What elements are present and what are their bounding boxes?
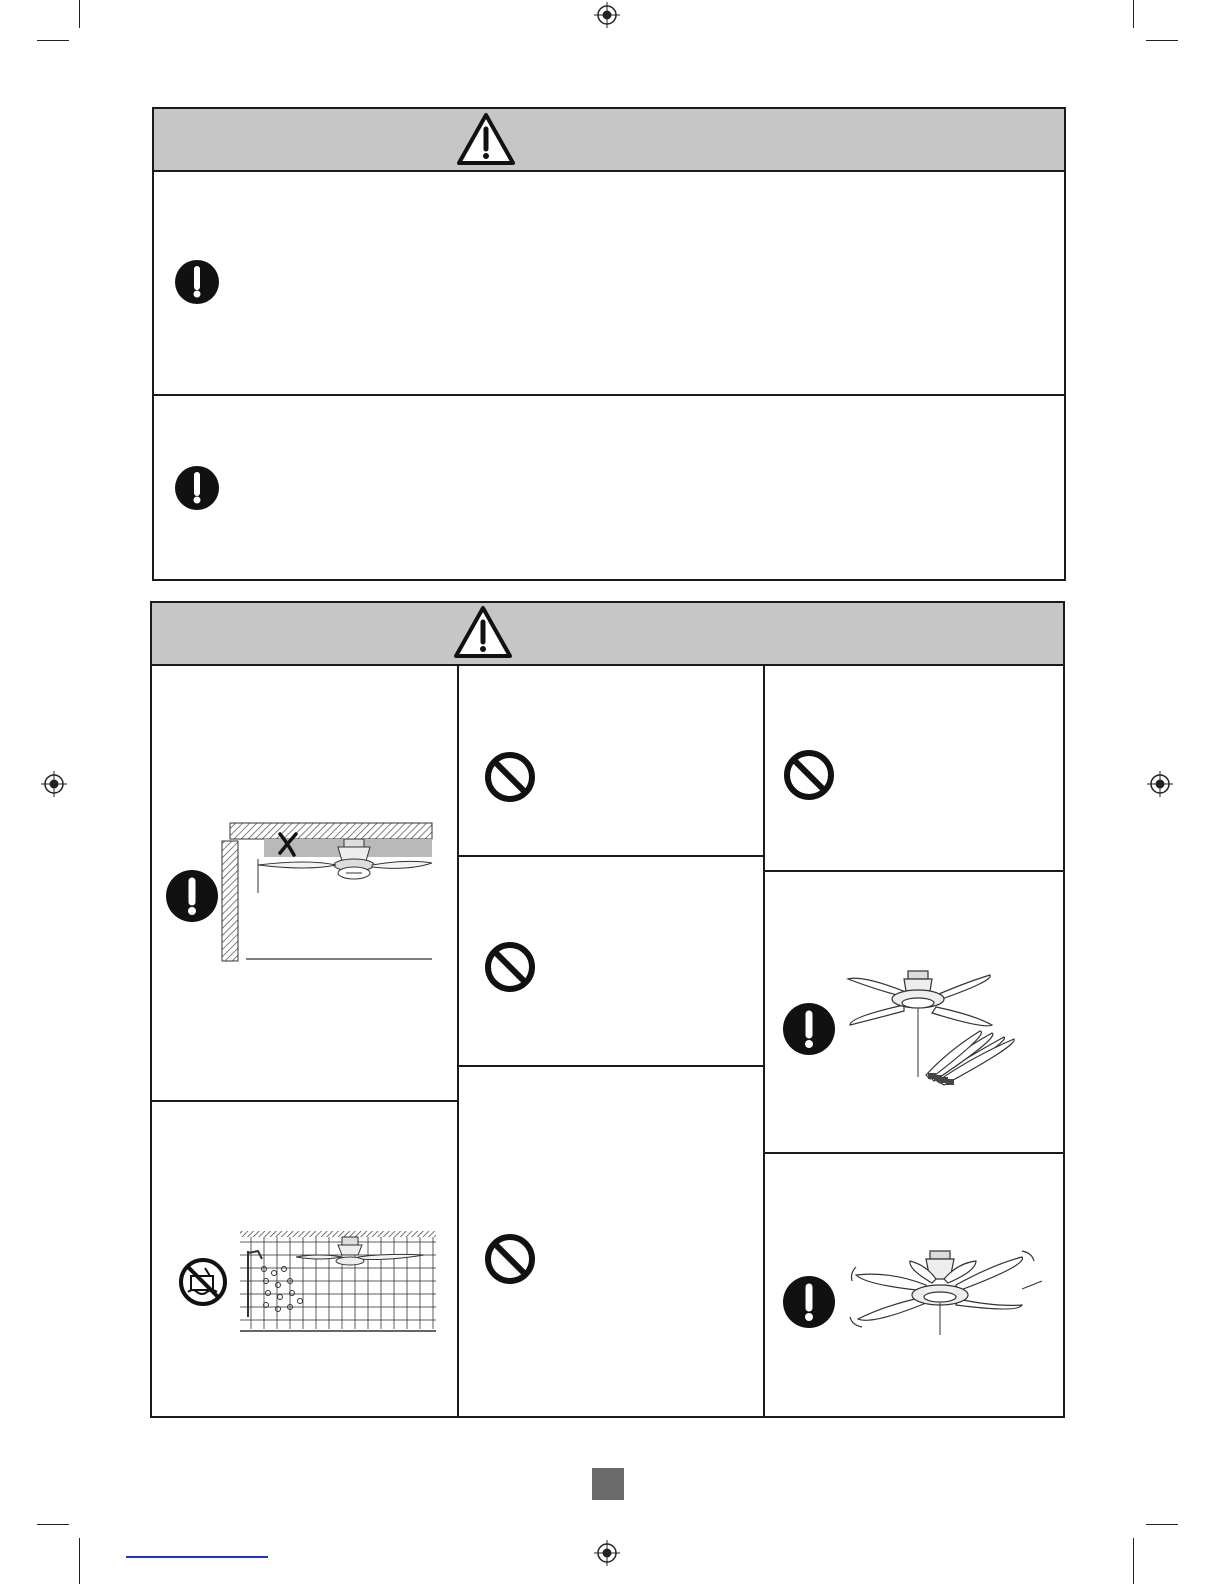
- wobbling-fan-illustration: [846, 1249, 1046, 1341]
- caution-header-band: [152, 603, 1063, 666]
- page-number: [592, 1468, 624, 1500]
- prohibition-icon: [483, 940, 537, 994]
- ceiling-x-mark-icon: [276, 831, 300, 857]
- mandatory-exclamation-icon: [165, 869, 219, 923]
- prohibition-icon: [483, 750, 537, 804]
- caution-cell-divider: [457, 855, 763, 857]
- caution-cell-divider: [457, 1065, 763, 1067]
- caution-column-divider: [457, 666, 459, 1416]
- warning-row-divider: [154, 394, 1064, 396]
- registration-mark-icon: [41, 771, 67, 797]
- mandatory-exclamation-icon: [782, 1002, 836, 1056]
- fan-blades-illustration: [844, 967, 1024, 1087]
- registration-mark-icon: [594, 2, 620, 28]
- warning-triangle-icon: [453, 605, 513, 659]
- caution-cell-divider: [152, 1100, 457, 1102]
- prohibition-icon: [782, 748, 836, 802]
- mandatory-exclamation-icon: [174, 259, 220, 305]
- prohibition-icon: [483, 1232, 537, 1286]
- registration-mark-icon: [1147, 771, 1173, 797]
- footer-link[interactable]: [126, 1556, 268, 1558]
- warning-header-band: [154, 109, 1064, 172]
- caution-cell-divider: [763, 1152, 1063, 1154]
- caution-section: [150, 601, 1065, 1418]
- page-number-box: [592, 1468, 624, 1500]
- bathroom-shower-illustration: [238, 1229, 438, 1337]
- no-water-icon: [177, 1256, 229, 1308]
- warning-triangle-icon: [456, 112, 516, 166]
- registration-mark-icon: [594, 1540, 620, 1566]
- warning-section: [152, 107, 1066, 581]
- mandatory-exclamation-icon: [782, 1275, 836, 1329]
- caution-cell-divider: [763, 870, 1063, 872]
- caution-column-divider: [763, 666, 765, 1416]
- ceiling-mount-illustration: [218, 819, 438, 964]
- mandatory-exclamation-icon: [174, 465, 220, 511]
